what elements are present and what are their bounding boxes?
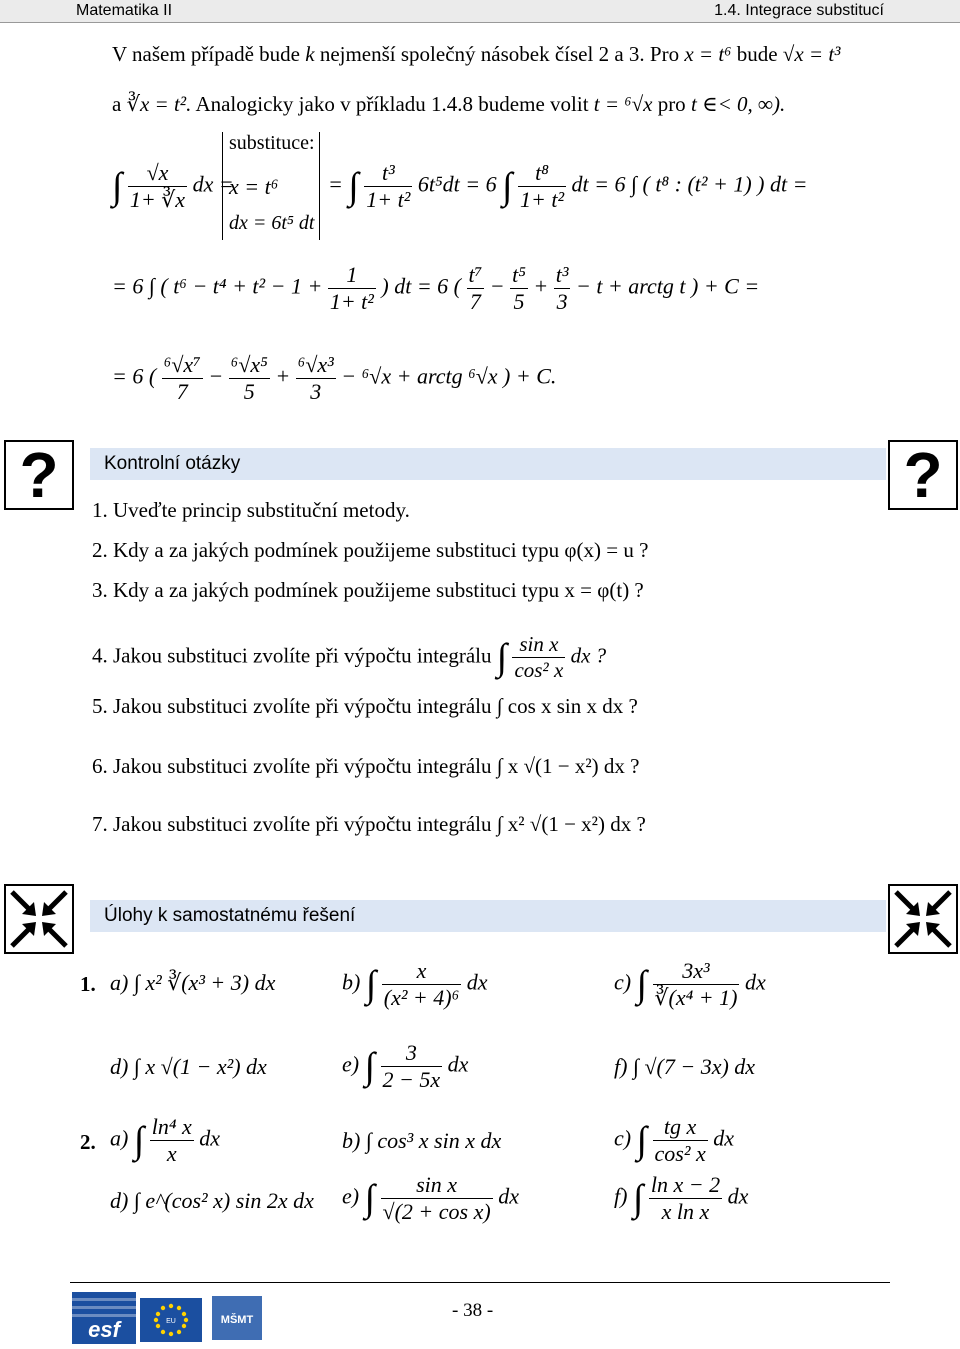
fraction-numerator: t⁵ (512, 262, 526, 287)
intro-eq: t = ⁶√x (593, 92, 653, 116)
fraction-numerator: x (382, 958, 462, 985)
fraction-denominator: 3 (556, 289, 568, 314)
subst-title: substituce: (229, 132, 315, 154)
intro-line-2 (112, 92, 785, 117)
arrows-inward-icon (4, 884, 74, 954)
derivation-line-1b (328, 160, 807, 213)
integral-sign: ∫ (502, 165, 513, 208)
expr: = 6 ∫ ( t⁶ − t⁴ + t² − 1 + (112, 273, 323, 299)
exercise-2f (614, 1172, 748, 1225)
fraction-numerator: ⁶√x⁷ (163, 352, 201, 377)
fraction-numerator: √x (128, 160, 187, 187)
exercise-2d: d) ∫ e^(cos² x) sin 2x dx (110, 1188, 314, 1213)
intro-text: bude (736, 42, 778, 66)
exercise-label: e) (342, 1183, 360, 1209)
fraction-denominator: cos² x (514, 658, 564, 682)
intro-text: a (112, 92, 122, 116)
plus: + (275, 363, 291, 389)
expr: dt = 6 ∫ ( t⁸ : (t² + 1) ) dt = (571, 171, 808, 197)
footer-rule (70, 1282, 890, 1283)
eq-sign: = (328, 171, 343, 197)
header-section: 1.4. Integrace substitucí (714, 2, 884, 19)
integral-sign: ∫ (364, 1177, 376, 1220)
exercise-2c (614, 1114, 734, 1167)
question-item: 3. Kdy a za jakých podmínek použijeme substituci typu x = φ(t) ? (92, 578, 644, 602)
fraction-numerator: t⁷ (468, 262, 483, 287)
expr: − ⁶√x + arctg ⁶√x ) + C. (341, 363, 557, 389)
exercise-tail: dx (744, 969, 766, 995)
exercise-1c (614, 958, 766, 1011)
intro-text: V našem případě bude (112, 42, 300, 66)
expr: 6t⁵dt = 6 (417, 171, 497, 197)
exercise-tail: dx (466, 969, 488, 995)
eu-logo-text: EU (166, 1318, 176, 1325)
intro-text: nejmenší společný násobek čísel 2 a 3. Pro (319, 42, 680, 66)
exercise-2b: b) ∫ cos³ x sin x dx (342, 1128, 502, 1153)
intro-eq: ∛x = t². (126, 92, 192, 116)
exercise-label: e) (342, 1051, 360, 1077)
exercise-2e (342, 1172, 519, 1225)
intro-line-1 (112, 42, 840, 67)
header-course: Matematika II (76, 2, 173, 19)
fraction-denominator: 1+ t² (519, 187, 565, 212)
exercise-tail: dx (447, 1051, 469, 1077)
integral-sign: ∫ (348, 165, 359, 208)
minus: − (489, 273, 505, 299)
fraction-numerator: t⁸ (518, 160, 566, 187)
expr: ) dt = 6 ( (381, 273, 461, 299)
exercise-tail: dx (199, 1125, 221, 1151)
fraction-denominator: 7 (176, 379, 188, 404)
question-item: 1. Uveďte princip substituční metody. (92, 498, 410, 522)
fraction-numerator: ln x − 2 (650, 1172, 721, 1197)
fraction-numerator: ⁶√x³ (297, 352, 334, 377)
fraction-numerator: 3 (381, 1040, 443, 1067)
fraction-denominator: x (166, 1141, 177, 1166)
intro-eq: t ∈< 0, ∞). (690, 92, 786, 116)
integral-sign: ∫ (496, 636, 508, 679)
esf-logo (72, 1292, 136, 1344)
running-header (0, 0, 960, 23)
derivation-line-1 (112, 160, 234, 213)
ministry-logo-text: MŠMT (220, 1314, 254, 1326)
question-item: 7. Jakou substituci zvolíte při výpočtu integrálu ∫ x² √(1 − x²) dx ? (92, 812, 646, 836)
question-item: 2. Kdy a za jakých podmínek použijeme substituci typu φ(x) = u ? (92, 538, 649, 562)
derivation-line-2 (112, 262, 759, 315)
question-item-4 (92, 632, 606, 683)
eu-flag-logo (140, 1298, 202, 1347)
esf-logo-text: esf (88, 1317, 120, 1342)
fraction-numerator: 3x³ (653, 958, 740, 985)
fraction-numerator: ⁶√x⁵ (230, 352, 268, 377)
questions-heading: Kontrolní otázky (104, 453, 241, 474)
page-number: - 38 - (452, 1300, 494, 1321)
integral-sign: ∫ (133, 1119, 145, 1162)
question-mark-icon: ? (4, 440, 74, 510)
plus: + (533, 273, 549, 299)
subst-row-2: dx = 6t⁵ dt (229, 212, 315, 234)
fraction-numerator: t³ (364, 160, 412, 187)
exercise-1f: f) ∫ √(7 − 3x) dx (614, 1054, 756, 1079)
fraction-numerator: ln⁴ x (151, 1114, 192, 1139)
exercise-group-number: 1. (80, 972, 96, 996)
fraction-numerator: tg x (653, 1114, 708, 1141)
minus: − (208, 363, 224, 389)
exercise-label: f) (614, 1183, 628, 1209)
substitution-box (222, 132, 320, 240)
exercise-1b (342, 958, 488, 1011)
fraction-denominator: 1+ t² (366, 187, 411, 212)
intro-k: k (305, 42, 315, 66)
integral-sign: ∫ (636, 963, 648, 1006)
question-item: 5. Jakou substituci zvolíte při výpočtu integrálu ∫ cos x sin x dx ? (92, 694, 638, 718)
exercise-label: c) (614, 1125, 632, 1151)
ministry-logo (208, 1292, 266, 1349)
intro-text: pro (657, 92, 686, 116)
fraction-denominator: √(2 + cos x) (382, 1199, 491, 1224)
intro-eq: √x = t³ (782, 42, 841, 66)
fraction-denominator: (x² + 4)⁶ (383, 985, 460, 1010)
integral-sign: ∫ (636, 1119, 648, 1162)
fraction-denominator: 5 (513, 289, 525, 314)
exercise-tail: dx (713, 1125, 734, 1151)
intro-text: Analogicky jako v příkladu 1.4.8 budeme volit (195, 92, 589, 116)
fraction-denominator: ∛(x⁴ + 1) (654, 985, 738, 1010)
integral-sign: ∫ (365, 963, 377, 1006)
exercise-tail: dx (498, 1183, 519, 1209)
dx-eq: dx = (192, 171, 234, 197)
expr: = 6 ( (112, 363, 157, 389)
exercise-group-number: 2. (80, 1130, 96, 1154)
exercises-heading: Úlohy k samostatnému řešení (104, 905, 356, 926)
fraction-numerator: sin x (381, 1172, 493, 1199)
exercise-1e (342, 1040, 468, 1093)
question-text: 4. Jakou substituci zvolíte při výpočtu integrálu (92, 643, 492, 668)
exercise-1a: a) ∫ x² ∛(x³ + 3) dx (110, 970, 276, 995)
fraction-denominator: 5 (243, 379, 255, 404)
fraction-numerator: t³ (555, 262, 569, 287)
fraction-numerator: 1 (328, 262, 376, 289)
subst-row-1: x = t⁶ (229, 174, 279, 199)
expr: − t + arctg t ) + C = (575, 273, 760, 299)
question-item: 6. Jakou substituci zvolíte při výpočtu integrálu ∫ x √(1 − x²) dx ? (92, 754, 640, 778)
fraction-denominator: 3 (310, 379, 322, 404)
questions-heading-band (90, 448, 886, 480)
intro-eq: x = t⁶ (684, 42, 732, 66)
fraction-denominator: 1+ ∛x (129, 187, 186, 212)
fraction-denominator: 2 − 5x (382, 1067, 441, 1092)
exercise-label: c) (614, 969, 632, 995)
fraction-denominator: 7 (469, 289, 481, 314)
fraction-denominator: cos² x (654, 1141, 706, 1166)
arrows-inward-icon (888, 884, 958, 954)
integral-sign: ∫ (364, 1045, 376, 1088)
exercises-heading-band (90, 900, 886, 932)
question-mark-icon: ? (888, 440, 958, 510)
integral-sign: ∫ (112, 165, 123, 208)
exercise-2a (110, 1114, 220, 1167)
fraction-denominator: 1+ t² (329, 289, 374, 314)
derivation-line-3 (112, 352, 556, 405)
fraction-denominator: x ln x (661, 1199, 710, 1224)
question-tail: dx ? (570, 643, 607, 668)
exercise-label: a) (110, 1125, 129, 1151)
fraction-numerator: sin x (512, 632, 565, 658)
integral-sign: ∫ (632, 1177, 644, 1220)
exercise-1d: d) ∫ x √(1 − x²) dx (110, 1054, 267, 1079)
exercise-tail: dx (727, 1183, 749, 1209)
exercise-label: b) (342, 969, 361, 995)
